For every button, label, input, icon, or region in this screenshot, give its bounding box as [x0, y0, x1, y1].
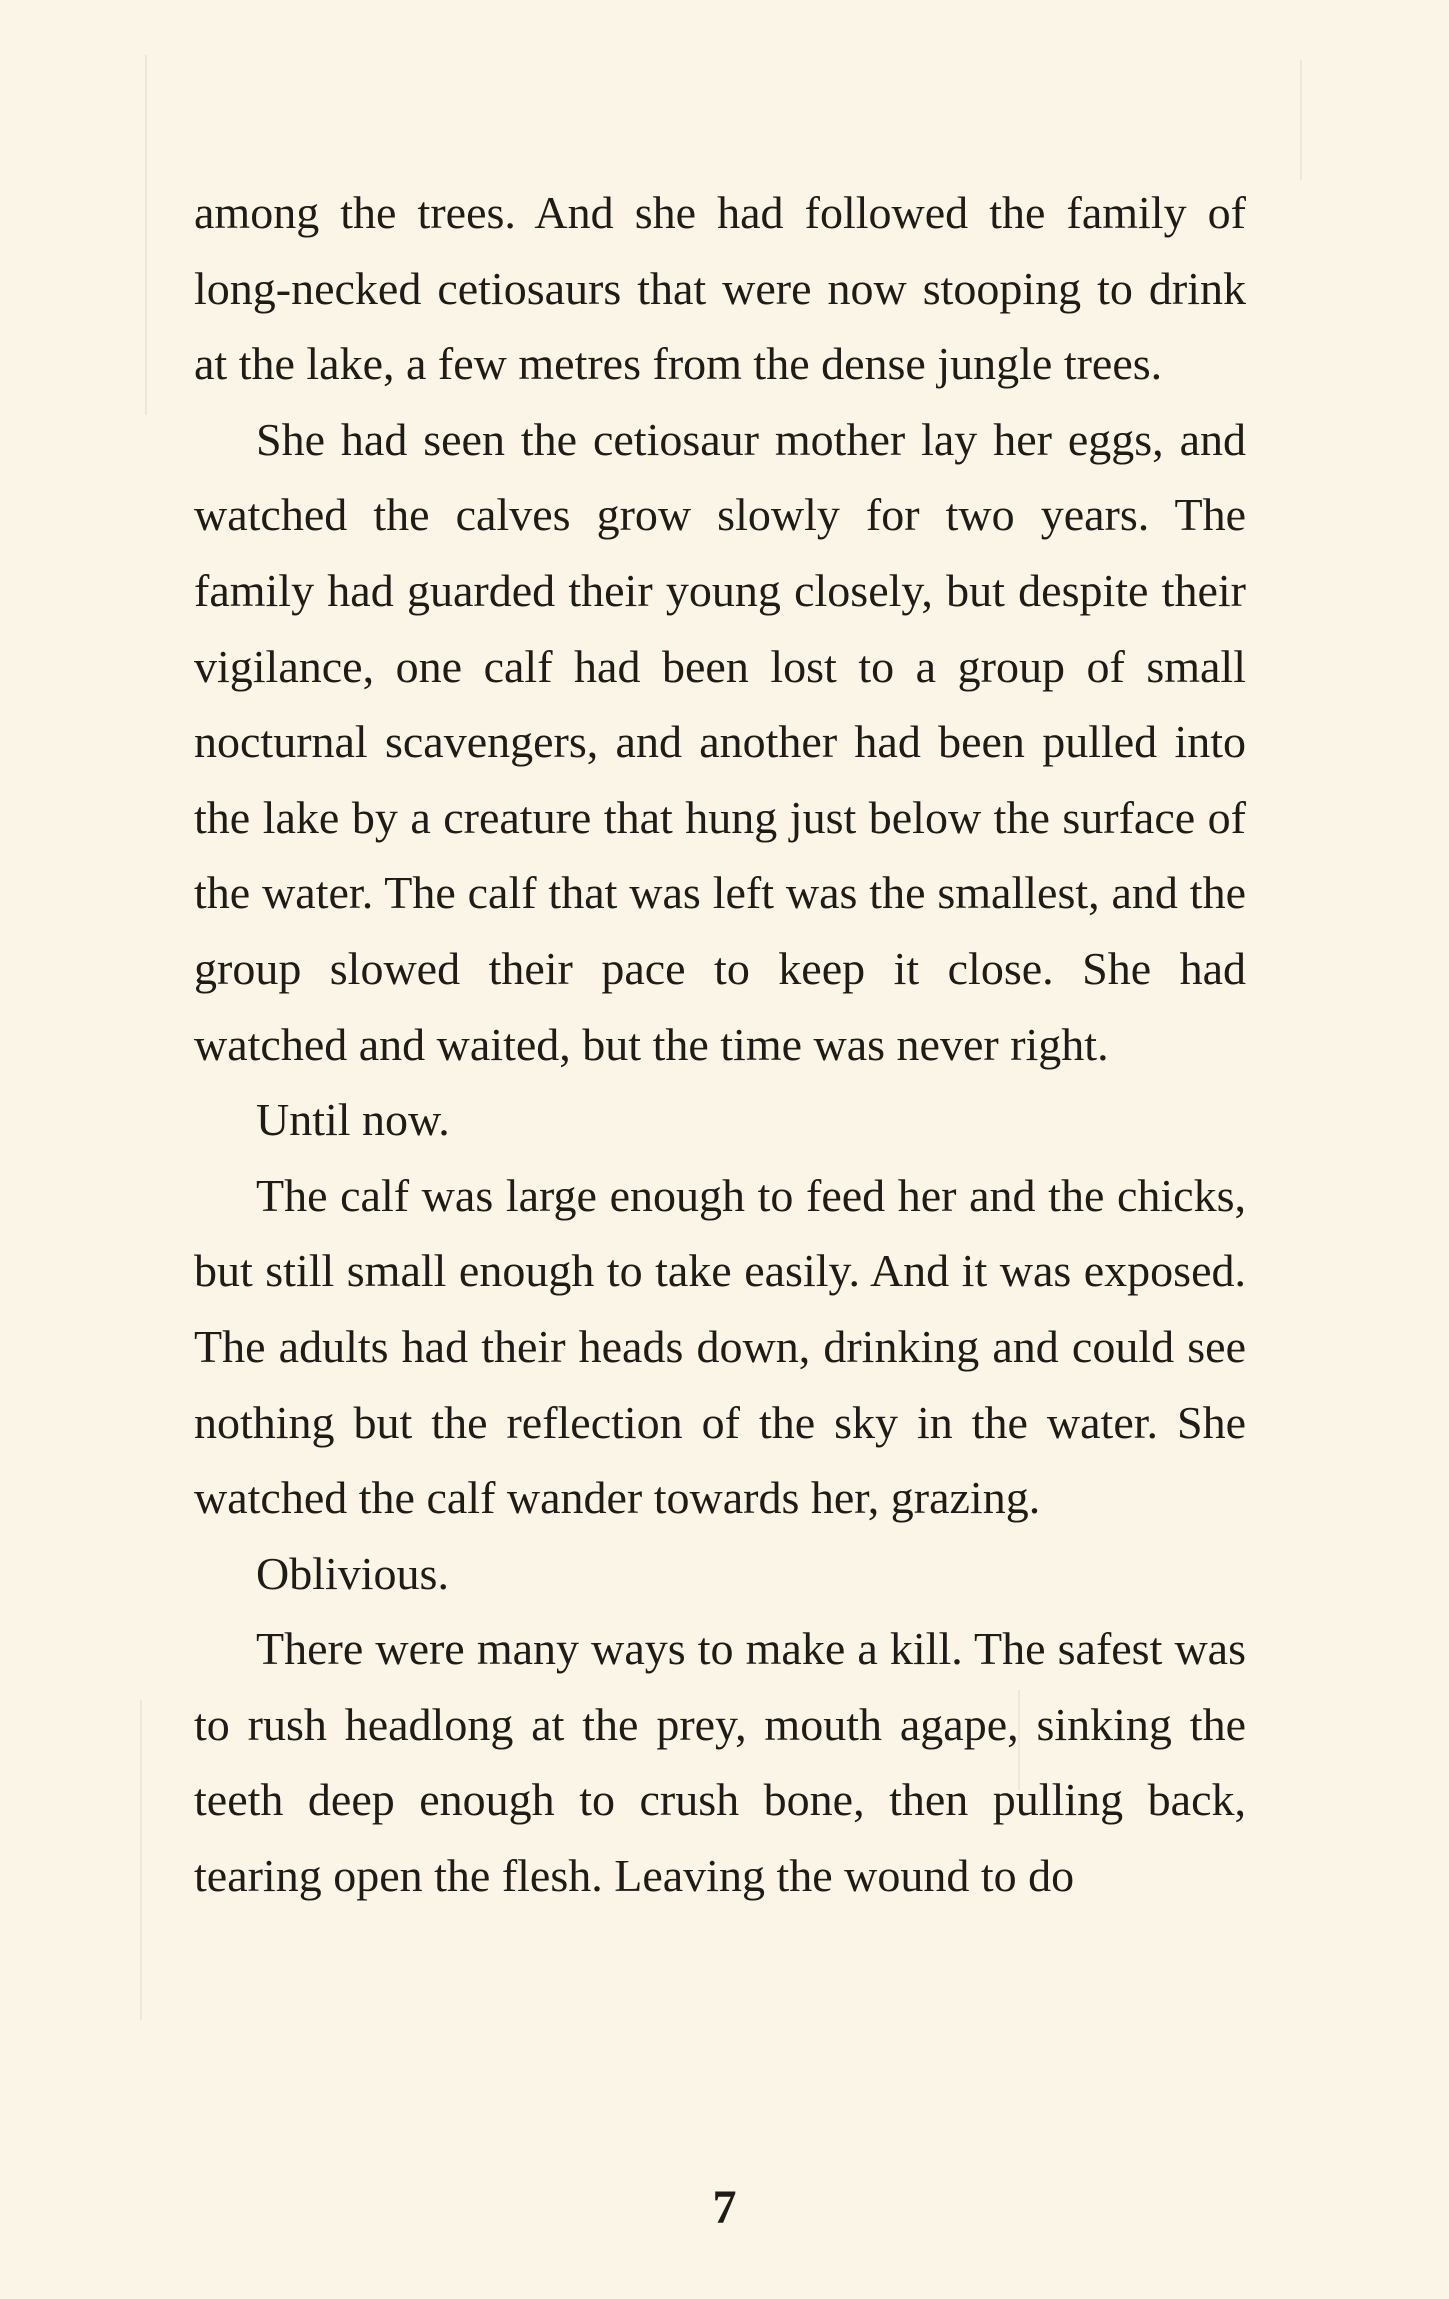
paragraph: There were many ways to make a kill. The safest was to rush headlong at the prey, mouth agape, sinking the teeth deep enough to crush bone, then pulling back, tearing open the flesh. Leaving the wound to do	[194, 1623, 1246, 1902]
bleed-through-mark	[140, 1700, 142, 2020]
paragraph: Until now.	[256, 1094, 450, 1146]
body-text	[194, 175, 1246, 1914]
bleed-through-mark	[145, 55, 147, 415]
paragraph: Oblivious.	[256, 1547, 449, 1599]
paragraph: among the trees. And she had followed the family of long-necked cetiosaurs that were now stooping to drink at the lake, a few metres from the dense jungle trees.	[194, 187, 1246, 390]
paragraph: The calf was large enough to feed her and the chicks, but still small enough to take easily. And it was exposed. The adults had their heads down, drinking and could see nothing but the reflection of the sky in the water. She watched the calf wander towards her, grazing.	[194, 1169, 1246, 1524]
bleed-through-mark	[1300, 60, 1302, 180]
page-number: 7	[712, 2181, 737, 2234]
paragraph: She had seen the cetiosaur mother lay her eggs, and watched the calves grow slowly for two years. The family had guarded their young closely, but despite their vigilance, one calf had been lost to a group of small nocturnal scavengers, and another had been pulled into the lake by a creature that hung just below the surface of the water. The calf that was left was the smallest, and the group slowed their pace to keep it close. She had watched and waited, but the time was never right.	[194, 413, 1246, 1070]
